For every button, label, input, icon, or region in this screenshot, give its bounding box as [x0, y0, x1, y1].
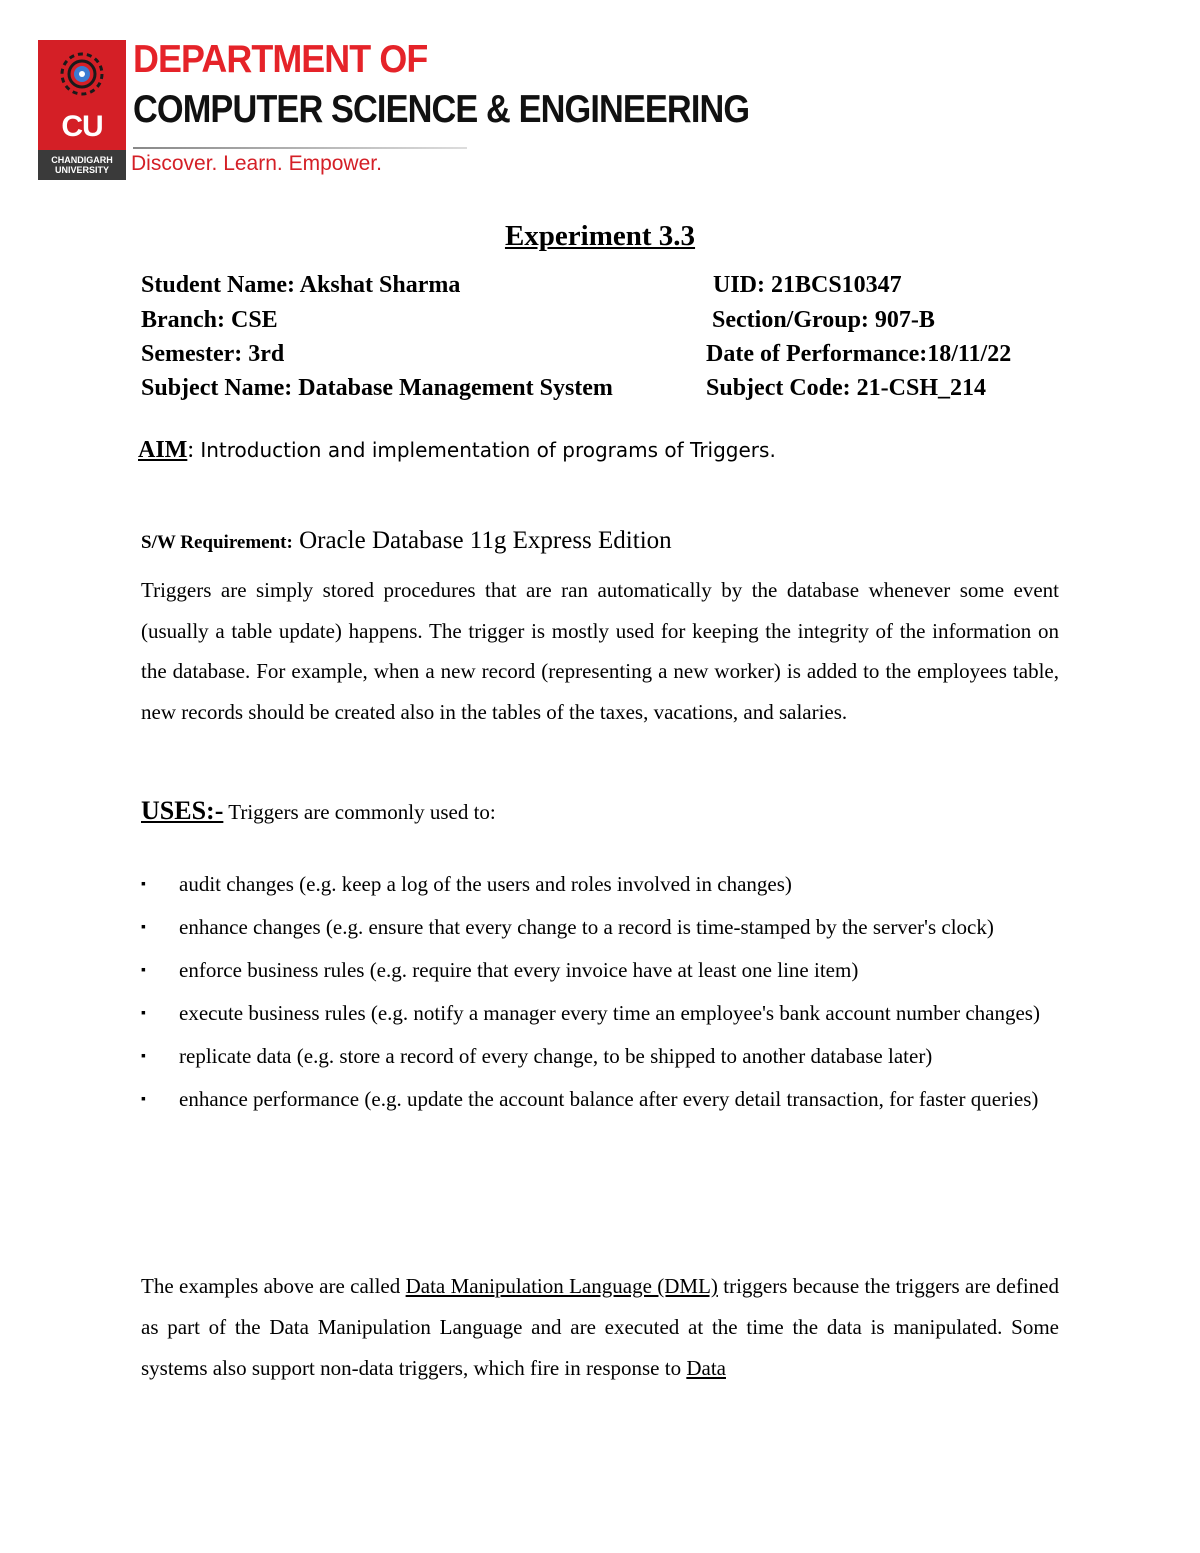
university-logo [38, 40, 126, 180]
department-line-2: COMPUTER SCIENCE & ENGINEERING [133, 88, 750, 131]
aim-section [138, 437, 776, 464]
department-line-1: DEPARTMENT OF [133, 38, 428, 81]
sw-requirement [141, 527, 672, 555]
aim-colon: : [187, 437, 194, 463]
branch: Branch: CSE [141, 307, 278, 333]
dml-link[interactable]: Data Manipulation Language (DML) [405, 1274, 718, 1298]
list-item: ▪ replicate data (e.g. store a record of every change, to be shipped to another database later) [141, 1036, 1059, 1078]
header-divider [133, 147, 467, 149]
uid: UID: 21BCS10347 [713, 272, 902, 298]
data-link[interactable]: Data [686, 1356, 726, 1380]
student-name: Student Name: Akshat Sharma [141, 272, 461, 298]
sw-text: Oracle Database 11g Express Edition [292, 527, 672, 554]
semester: Semester: 3rd [141, 341, 285, 367]
list-item: ▪ enhance changes (e.g. ensure that every change to a record is time-stamped by the server's clock) [141, 907, 1059, 949]
uses-text: Triggers are commonly used to: [223, 800, 496, 824]
list-item: ▪ enforce business rules (e.g. require that every invoice have at least one line item) [141, 950, 1059, 992]
logo-initials: CU [61, 110, 103, 143]
list-item: ▪ audit changes (e.g. keep a log of the users and roles involved in changes) [141, 864, 1059, 906]
list-item: ▪ enhance performance (e.g. update the account balance after every detail transaction, for faster queries) [141, 1079, 1059, 1121]
uses-label: USES:- [141, 796, 224, 825]
date-of-performance: Date of Performance:18/11/22 [706, 341, 1012, 367]
gear-emblem-icon [57, 48, 107, 104]
closing-text-1: The examples above are called [141, 1274, 406, 1298]
logo-caption: CHANDIGARH UNIVERSITY [38, 150, 126, 180]
uses-list [141, 864, 1059, 1122]
aim-label: AIM [138, 437, 188, 463]
subject-code: Subject Code: 21-CSH_214 [706, 375, 986, 401]
list-item: ▪ execute business rules (e.g. notify a manager every time an employee's bank account number changes) [141, 993, 1059, 1035]
sw-label: S/W Requirement: [141, 532, 293, 553]
section-group: Section/Group: 907-B [712, 307, 935, 333]
tagline: Discover. Learn. Empower. [131, 152, 382, 175]
aim-text: Introduction and implementation of programs of Triggers. [194, 438, 776, 462]
closing-text-2: triggers because the triggers are defined as part of the Data Manipulation Language and are executed at the time the data is manipulated. Some systems also support non-data triggers, which fire in response to [141, 1274, 1059, 1380]
closing-paragraph [141, 1266, 1059, 1389]
subject-name: Subject Name: Database Management System [141, 375, 613, 401]
intro-paragraph: Triggers are simply stored procedures that are ran automatically by the database whenever some event (usually a table update) happens. The trigger is mostly used for keeping the integrity of the information on the database. For example, when a new record (representing a new worker) is added to the employees table, new records should be created also in the tables of the taxes, vacations, and salaries. [141, 578, 1059, 725]
page-title: Experiment 3.3 [504, 220, 696, 252]
uses-heading [141, 796, 496, 826]
